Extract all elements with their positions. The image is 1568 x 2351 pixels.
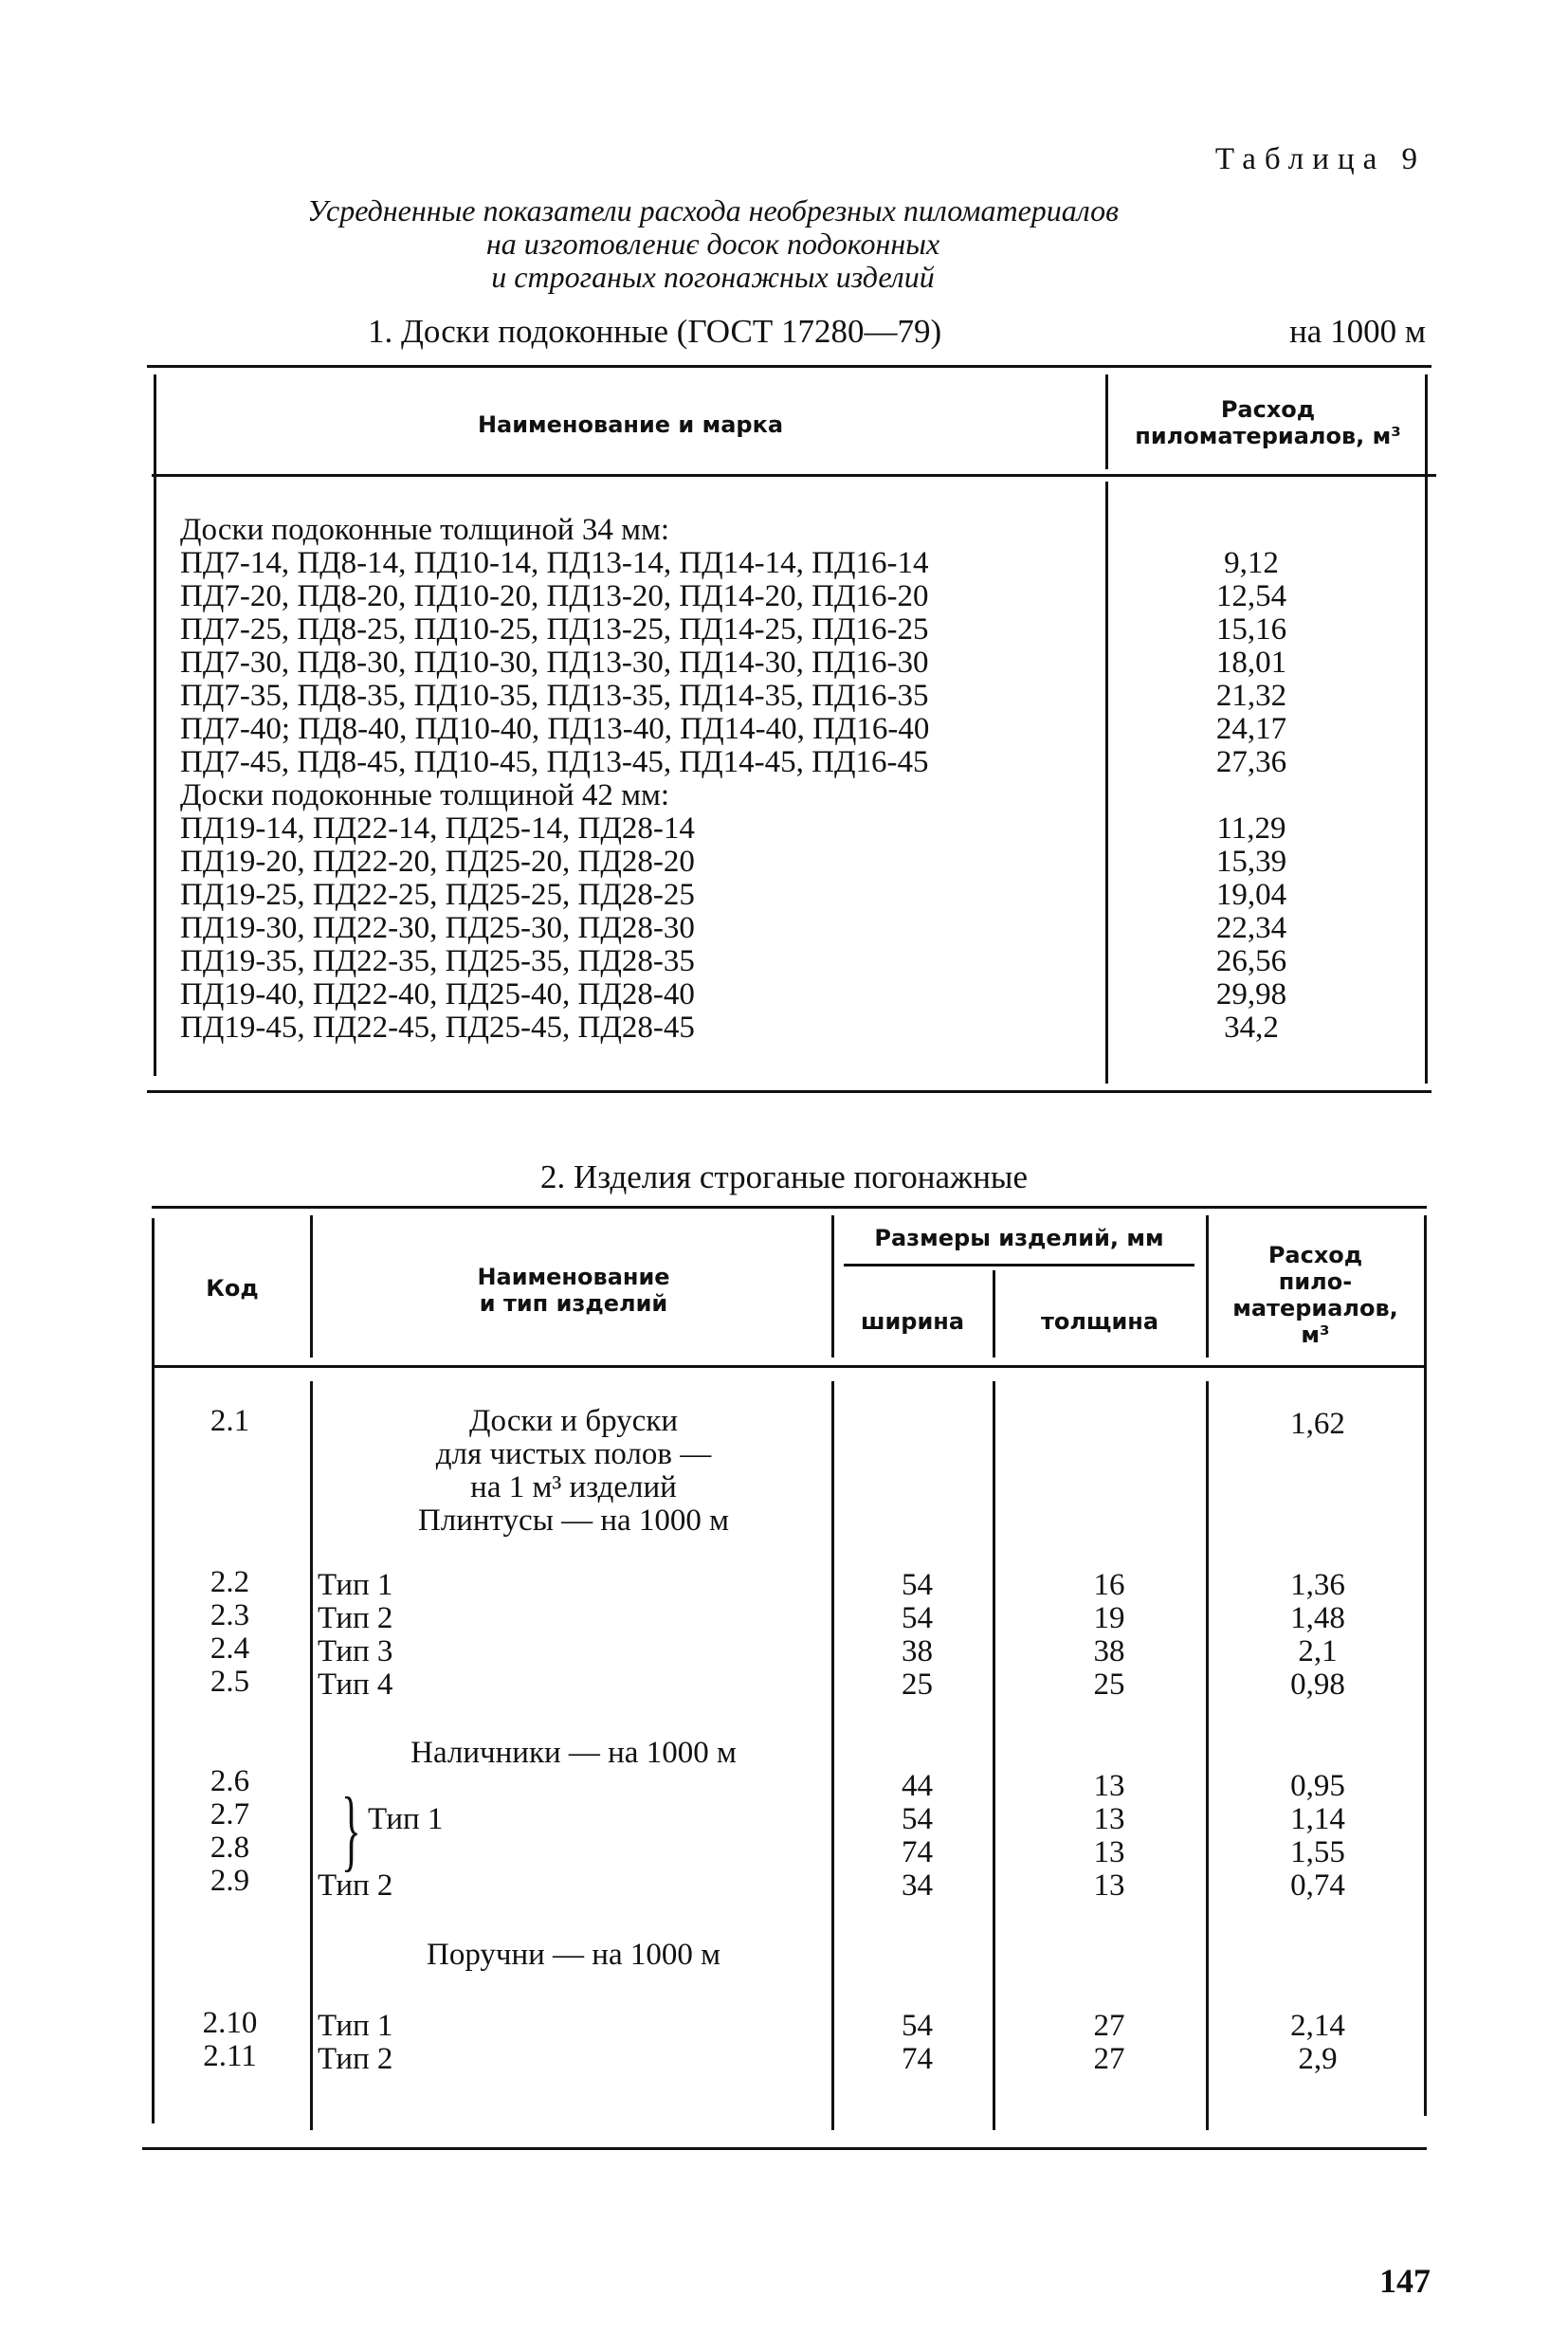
table2-bottom-rule (142, 2147, 1427, 2150)
table2-thickness: 13 (1093, 1802, 1125, 1836)
table1-row: ПД19-45, ПД22-45, ПД25-45, ПД28-45 (180, 1011, 695, 1045)
table2-thickness: 27 (1093, 2042, 1125, 2076)
table2-name: Тип 2 (318, 1601, 393, 1635)
table1-row: ПД19-30, ПД22-30, ПД25-30, ПД28-30 (180, 911, 695, 945)
table2-col-rate-header-2: пило- (1278, 1268, 1353, 1295)
section1-title: 1. Доски подоконные (ГОСТ 17280—79) (368, 313, 942, 350)
group-plinths: Плинтусы — на 1000 м (417, 1504, 730, 1538)
table2-code: 2.8 (210, 1831, 250, 1865)
table1-row: ПД7-20, ПД8-20, ПД10-20, ПД13-20, ПД14-20, ПД16-20 (180, 579, 929, 613)
group-floor-boards-line-1: Доски и бруски (468, 1404, 679, 1438)
table2-top-rule (152, 1206, 1427, 1209)
table2-col-sizes-header: Размеры изделий, мм (874, 1225, 1164, 1251)
table2-code: 2.9 (210, 1864, 250, 1898)
section1-unit: на 1000 м (1289, 313, 1426, 350)
table1-col-divider (1105, 482, 1108, 1084)
table1-row: ПД7-30, ПД8-30, ПД10-30, ПД13-30, ПД14-30, ПД16-30 (180, 646, 929, 680)
table2-thickness: 13 (1093, 1868, 1125, 1903)
table2-rate: 1,62 (1290, 1407, 1345, 1441)
group-floor-boards-line-3: на 1 м³ изделий (470, 1470, 677, 1504)
table2-col-rate-header (1209, 1242, 1422, 1348)
table2-col-name-header (318, 1264, 830, 1317)
table2-thickness: 25 (1093, 1668, 1125, 1702)
table1-right-border (1425, 374, 1428, 1084)
table1-value: 21,32 (1215, 679, 1287, 713)
table2-code: 2.2 (210, 1565, 250, 1599)
table2-col-rate-header-3: материалов, (1232, 1295, 1398, 1321)
table2-width: 54 (902, 1802, 933, 1836)
table2-code: 2.10 (202, 2006, 258, 2040)
table1-value: 9,12 (1224, 546, 1279, 580)
table1-row: ПД7-14, ПД8-14, ПД10-14, ПД13-14, ПД14-14, ПД16-14 (180, 546, 929, 580)
table2-rate: 0,74 (1290, 1868, 1345, 1903)
table1-col-divider-head (1105, 374, 1108, 469)
table1-row: ПД7-40; ПД8-40, ПД10-40, ПД13-40, ПД14-40, ПД16-40 (180, 712, 930, 746)
table2-width: 25 (902, 1668, 933, 1702)
table2-rate: 1,55 (1290, 1835, 1345, 1869)
table1-row: ПД7-25, ПД8-25, ПД10-25, ПД13-25, ПД14-25, ПД16-25 (180, 612, 929, 647)
table2-name: Тип 3 (318, 1634, 393, 1668)
table1-row: ПД19-14, ПД22-14, ПД25-14, ПД28-14 (180, 811, 695, 846)
table1-left-border (154, 374, 156, 1076)
group-floor-boards (318, 1405, 830, 1504)
caption-line-3: и строганых погонажных изделий (491, 260, 935, 294)
table2-col-width-header: ширина (860, 1308, 965, 1335)
table2-code: 2.6 (210, 1764, 250, 1798)
caption-line-2: на изготовлениє досок подоконных (485, 227, 940, 261)
table1-value: 15,39 (1215, 845, 1287, 879)
table2-col-rate-header-4: м³ (1301, 1321, 1330, 1348)
table1-row: Доски подоконные толщиной 34 мм: (180, 513, 670, 547)
table2-code: 2.1 (210, 1404, 250, 1438)
table2-name: Тип 2 (318, 2042, 393, 2076)
table2-thickness: 13 (1093, 1769, 1125, 1803)
table2-width: 38 (902, 1634, 933, 1668)
table2-right-border (1424, 1215, 1427, 2116)
table-label: Таблица 9 (1214, 142, 1426, 176)
table2-col-divider-code (310, 1381, 313, 2130)
table1-row: ПД19-35, ПД22-35, ПД25-35, ПД28-35 (180, 944, 695, 978)
table2-code: 2.4 (210, 1631, 250, 1666)
table1-value: 12,54 (1215, 579, 1287, 613)
table2-width: 54 (902, 1568, 933, 1602)
table2-code: 2.7 (210, 1797, 250, 1832)
table2-thickness: 13 (1093, 1835, 1125, 1869)
table1-row: ПД7-35, ПД8-35, ПД10-35, ПД13-35, ПД14-35, ПД16-35 (180, 679, 929, 713)
table2-rate: 2,9 (1298, 2042, 1338, 2076)
table2-thickness: 16 (1093, 1568, 1125, 1602)
group-casings: Наличники — на 1000 м (410, 1736, 737, 1770)
table2-code: 2.5 (210, 1665, 250, 1699)
table1-col-name-header: Наименование и марка (477, 411, 784, 438)
table1-row: ПД19-20, ПД22-20, ПД25-20, ПД28-20 (180, 845, 695, 879)
table2-rate: 0,95 (1290, 1769, 1345, 1803)
table1-value: 19,04 (1215, 878, 1287, 912)
table2-col-code-header: Код (206, 1275, 259, 1302)
table1-value: 15,16 (1215, 612, 1287, 647)
table2-width: 54 (902, 1601, 933, 1635)
table1-row: ПД7-45, ПД8-45, ПД10-45, ПД13-45, ПД14-45, ПД16-45 (180, 745, 929, 779)
table1-col-rate-header-2: пиломатериалов, м³ (1135, 423, 1401, 449)
table1-value: 34,2 (1224, 1011, 1279, 1045)
table1-row: ПД19-25, ПД22-25, ПД25-25, ПД28-25 (180, 878, 695, 912)
table2-thickness: 19 (1093, 1601, 1125, 1635)
table2-rate: 2,1 (1298, 1634, 1338, 1668)
table2-thickness: 38 (1093, 1634, 1125, 1668)
group-floor-boards-line-2: для чистых полов — (435, 1437, 712, 1471)
table2-name: Тип 4 (318, 1668, 393, 1702)
table2-rate: 1,48 (1290, 1601, 1345, 1635)
table1-value: 26,56 (1215, 944, 1287, 978)
table1-value: 29,98 (1215, 977, 1287, 1011)
table2-width: 54 (902, 2009, 933, 2043)
table2-rate: 2,14 (1290, 2009, 1345, 2043)
table2-width: 44 (902, 1769, 933, 1803)
section2-title: 2. Изделия строганые погонажные (540, 1158, 1028, 1195)
table2-code: 2.3 (210, 1598, 250, 1632)
page-number: 147 (1379, 2262, 1431, 2300)
table2-width: 74 (902, 2042, 933, 2076)
table2-left-border (152, 1218, 155, 2123)
table1-row: Доски подоконные толщиной 42 мм: (180, 778, 670, 812)
table2-col-rate-header-1: Расход (1267, 1242, 1363, 1268)
table1-value: 22,34 (1215, 911, 1287, 945)
table2-name: Тип 1 (318, 2009, 393, 2043)
table2-rate: 1,36 (1290, 1568, 1345, 1602)
table1-bottom-rule (147, 1090, 1431, 1093)
table2-rate: 1,14 (1290, 1802, 1345, 1836)
table2-width: 34 (902, 1868, 933, 1903)
caption-line-1: Усредненные показатели расхода необрезных пиломатериалов (306, 193, 1120, 228)
table1-row: ПД19-40, ПД22-40, ПД25-40, ПД28-40 (180, 977, 695, 1011)
table2-col-thickness-header: толщина (1040, 1308, 1159, 1335)
table2-name: Тип 1 (318, 1568, 393, 1602)
table1-col-rate-header-1: Расход (1220, 396, 1316, 423)
table1-top-rule (147, 365, 1431, 368)
table1-value: 24,17 (1215, 712, 1287, 746)
table2-code: 2.11 (203, 2039, 257, 2073)
table1-value: 18,01 (1215, 646, 1287, 680)
brace-symbol: } (341, 1778, 361, 1880)
group-handrails: Поручни — на 1000 м (426, 1938, 720, 1972)
table1-col-rate-header (1114, 396, 1422, 449)
table2-sizes-rule (844, 1264, 1194, 1267)
table2-name: Тип 2 (318, 1868, 393, 1903)
table1-value: 27,36 (1215, 745, 1287, 779)
table2-col-name-header-2: и тип изделий (479, 1290, 668, 1317)
table2-thickness: 27 (1093, 2009, 1125, 2043)
table1-header-rule (152, 474, 1436, 477)
table1-value: 11,29 (1216, 811, 1286, 846)
table2-col-divider-code-head (310, 1215, 313, 1358)
table2-col-name-header-1: Наименование (477, 1264, 670, 1290)
table2-rate: 0,98 (1290, 1668, 1345, 1702)
table-caption (0, 194, 1568, 294)
table2-name: Тип 1 (368, 1802, 444, 1836)
table2-header-rule (152, 1365, 1427, 1368)
table2-width: 74 (902, 1835, 933, 1869)
